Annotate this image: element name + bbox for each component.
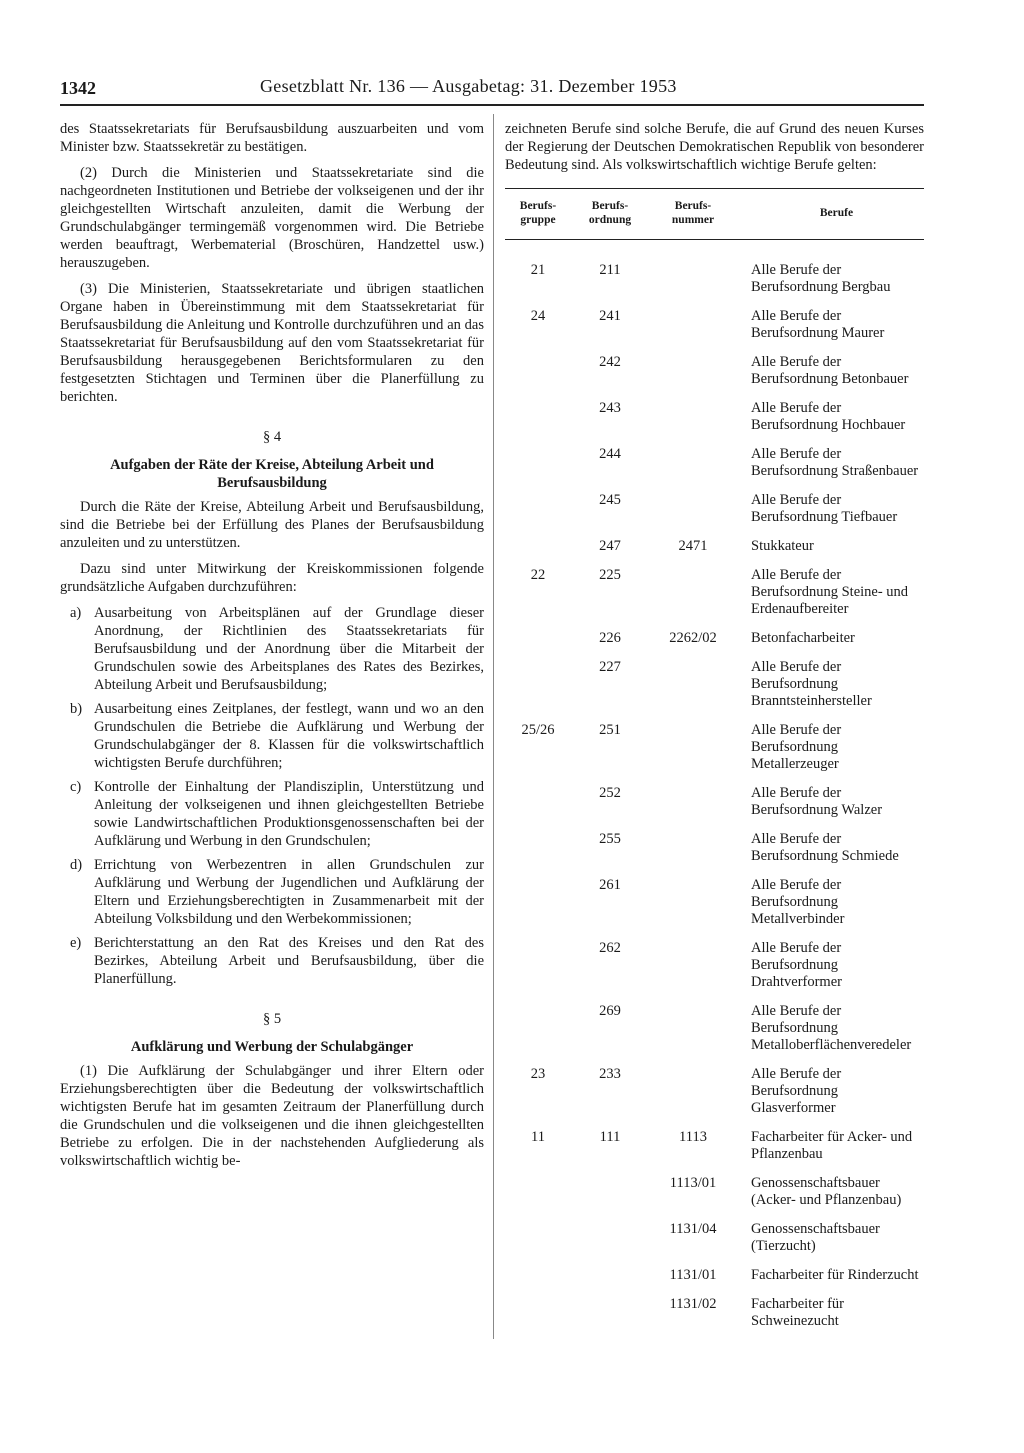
table-row xyxy=(505,785,924,831)
cell-berufsgruppe xyxy=(505,492,571,538)
list-item-label: d) xyxy=(70,857,83,873)
cell-berufe: Betonfacharbeiter xyxy=(751,630,855,646)
gazette-title: Gesetzblatt Nr. 136 — Ausgabetag: 31. Dezember 1953 xyxy=(260,76,677,96)
cell-berufsgruppe: 11 xyxy=(531,1129,545,1145)
cell-berufsordnung xyxy=(571,1296,649,1342)
cell-berufsgruppe xyxy=(505,940,571,1003)
list-item-label: c) xyxy=(70,779,82,795)
cell-berufsnummer xyxy=(649,722,737,785)
table-row xyxy=(505,538,924,567)
list-item xyxy=(60,778,484,850)
table-row xyxy=(505,492,924,538)
table-row xyxy=(505,354,924,400)
cell-berufe: Genossenschaftsbauer (Tierzucht) xyxy=(751,1221,880,1254)
cell-berufsgruppe xyxy=(505,538,571,567)
cell-berufe: Alle Berufe der Berufsordnung Glasverformer xyxy=(751,1066,842,1116)
table-row xyxy=(505,1175,924,1221)
cell-berufe: Facharbeiter für Rinderzucht xyxy=(751,1267,919,1283)
cell-berufsordnung: 247 xyxy=(599,538,621,554)
cell-berufe: Alle Berufe der Berufsordnung Walzer xyxy=(751,785,883,818)
cell-berufsgruppe xyxy=(505,630,571,659)
list-item-label: b) xyxy=(70,701,83,717)
cell-berufsordnung xyxy=(571,1267,649,1296)
cell-berufsgruppe xyxy=(505,785,571,831)
cell-berufe: Alle Berufe der Berufsordnung Metallverbinder xyxy=(751,877,845,927)
table-row xyxy=(505,308,924,354)
cell-berufsnummer xyxy=(649,1003,737,1066)
table-body xyxy=(505,240,924,1343)
cell-berufe: Facharbeiter für Schweinezucht xyxy=(751,1296,844,1329)
paragraph-continuation: zeichneten Berufe sind solche Berufe, die auf Grund des neuen Kurses der Regierung der Deutschen Demokratischen Republik von besonderer Bedeutung sind. Als volkswirtschaftlich wichtige Berufe gelten: xyxy=(505,121,924,173)
task-list xyxy=(60,604,484,988)
cell-berufsgruppe: 21 xyxy=(530,262,546,278)
table-row xyxy=(505,446,924,492)
cell-berufe: Alle Berufe der Berufsordnung Metallerzeuger xyxy=(751,722,842,772)
cell-berufsnummer xyxy=(649,1066,737,1129)
cell-berufsnummer xyxy=(649,940,737,1003)
cell-berufsnummer: 1113 xyxy=(679,1129,707,1145)
occupations-table xyxy=(505,188,924,1342)
cell-berufsordnung: 226 xyxy=(599,630,621,646)
cell-berufsnummer xyxy=(649,446,737,492)
cell-berufsgruppe xyxy=(505,1175,571,1221)
cell-berufe: Alle Berufe der Berufsordnung Betonbauer xyxy=(751,354,909,387)
cell-berufsordnung: 255 xyxy=(599,831,621,847)
cell-berufsgruppe: 23 xyxy=(530,1066,546,1082)
table-row xyxy=(505,940,924,1003)
section-4-number: § 4 xyxy=(262,429,282,445)
table-row xyxy=(505,1296,924,1342)
left-column xyxy=(60,120,484,1178)
header-berufsordnung-text: Berufs- ordnung xyxy=(588,200,632,226)
cell-berufe: Alle Berufe der Berufsordnung Branntsteinhersteller xyxy=(751,659,872,709)
cell-berufsnummer: 1131/01 xyxy=(669,1267,717,1283)
cell-berufe: Alle Berufe der Berufsordnung Schmiede xyxy=(751,831,899,864)
cell-berufsgruppe xyxy=(505,354,571,400)
cell-berufsordnung xyxy=(571,1221,649,1267)
cell-berufsnummer: 2471 xyxy=(678,538,708,554)
page-number: 1342 xyxy=(60,78,96,98)
cell-berufsnummer xyxy=(649,877,737,940)
cell-berufsgruppe: 22 xyxy=(530,567,546,583)
section-4-title: Aufgaben der Räte der Kreise, Abteilung Arbeit und Berufsausbildung xyxy=(110,457,434,491)
table-row xyxy=(505,630,924,659)
cell-berufe: Alle Berufe der Berufsordnung Steine- und Erdenaufbereiter xyxy=(751,567,909,617)
header-berufe-text: Berufe xyxy=(819,207,854,219)
cell-berufsordnung: 244 xyxy=(599,446,621,462)
cell-berufe: Alle Berufe der Berufsordnung Bergbau xyxy=(751,262,891,295)
cell-berufsordnung: 243 xyxy=(599,400,621,416)
table-row xyxy=(505,659,924,722)
header-berufsgruppe-text: Berufs- gruppe xyxy=(519,200,557,226)
cell-berufsgruppe: 24 xyxy=(530,308,546,324)
table-row xyxy=(505,1221,924,1267)
header-berufsgruppe xyxy=(505,189,571,240)
cell-berufsgruppe xyxy=(505,1003,571,1066)
cell-berufe: Alle Berufe der Berufsordnung Straßenbauer xyxy=(751,446,919,479)
cell-berufsordnung: 211 xyxy=(599,262,621,278)
cell-berufsgruppe xyxy=(505,1296,571,1342)
list-item xyxy=(60,700,484,772)
column-divider xyxy=(493,114,494,1339)
cell-berufsordnung: 225 xyxy=(599,567,621,583)
page-header xyxy=(60,76,924,106)
cell-berufsnummer: 1131/04 xyxy=(669,1221,717,1237)
cell-berufe: Facharbeiter für Acker- und Pflanzenbau xyxy=(751,1129,913,1162)
header-berufe xyxy=(737,189,924,240)
section-4-paragraph-1: Durch die Räte der Kreise, Abteilung Arbeit und Berufsausbildung, sind die Betriebe bei der Erfüllung des Planes der Berufsausbildung anzuleiten und zu unterstützen. xyxy=(60,499,484,551)
list-item-text: Ausarbeitung eines Zeitplanes, der festlegt, wann und wo an den Grundschulen die Betriebe die Aufklärung und Werbung der Grundschulabgänger der 8. Klassen für die volkswirtschaftlich wichtigsten Berufe durchführen; xyxy=(94,701,484,771)
cell-berufe: Alle Berufe der Berufsordnung Hochbauer xyxy=(751,400,906,433)
table-row xyxy=(505,1003,924,1066)
list-item xyxy=(60,856,484,928)
cell-berufsgruppe xyxy=(505,446,571,492)
table-row xyxy=(505,877,924,940)
section-5-number: § 5 xyxy=(262,1011,282,1027)
cell-berufsnummer xyxy=(649,240,737,309)
cell-berufsordnung xyxy=(571,1175,649,1221)
section-4-paragraph-2: Dazu sind unter Mitwirkung der Kreiskommissionen folgende grundsätzliche Aufgaben durchzuführen: xyxy=(60,561,484,595)
cell-berufe: Alle Berufe der Berufsordnung Drahtverformer xyxy=(751,940,842,990)
paragraph-2: (2) Durch die Ministerien und Staatssekretariate sind die nachgeordneten Institutionen und Betriebe der volkseigenen und der ihr gleichgestellten Wirtschaft anzuleiten, damit die Werbung der Grundschulabgänger termingemäß vorgenommen wird. Die Betriebe werden beauftragt, Werbematerial (Broschüren, Handzettel usw.) herauszugeben. xyxy=(60,165,484,271)
list-item-text: Ausarbeitung von Arbeitsplänen auf der Grundlage dieser Anordnung, der Richtlinien des Staatssekretariats für Berufsausbildung und der Anordnung über die Mitarbeit der Grundschulen sowie des Arbeitsplanes des Rates des Bezirkes, Abteilung Arbeit und Berufsausbildung; xyxy=(94,605,484,693)
list-item-text: Berichterstattung an den Rat des Kreises und den Rat des Bezirkes, Abteilung Arbeit und Berufsausbildung, über die Planerfüllung. xyxy=(94,935,484,987)
cell-berufsnummer xyxy=(649,308,737,354)
cell-berufsordnung: 227 xyxy=(599,659,621,675)
cell-berufsgruppe xyxy=(505,1221,571,1267)
table-row xyxy=(505,240,924,309)
cell-berufsnummer xyxy=(649,567,737,630)
table-row xyxy=(505,831,924,877)
cell-berufsnummer xyxy=(649,785,737,831)
table-header-row xyxy=(505,189,924,240)
paragraph-intro: des Staatssekretariats für Berufsausbildung auszuarbeiten und vom Minister bzw. Staatssekretär zu bestätigen. xyxy=(60,121,484,155)
cell-berufe: Alle Berufe der Berufsordnung Tiefbauer xyxy=(751,492,898,525)
list-item-text: Errichtung von Werbezentren in allen Grundschulen zur Aufklärung und Werbung der Jugendlichen und Aufklärung der Eltern und Erziehungsberechtigten in Zusammenarbeit mit der Abteilung Volksbildung und den Werbekommissionen; xyxy=(94,857,484,927)
section-5-paragraph-1: (1) Die Aufklärung der Schulabgänger und ihrer Eltern oder Erziehungsberechtigten über die Bedeutung der volkswirtschaftlich wichtigsten Berufe hat im gesamten Zeitraum der Planerfüllung durch die Grundschulen und die volkseigenen und die ihnen gleichgestellten Betriebe zu erfolgen. Die in der nachstehenden Aufgliederung als volkswirtschaftlich wichtig be- xyxy=(60,1063,484,1169)
right-column xyxy=(505,120,924,1342)
table-row xyxy=(505,1066,924,1129)
paragraph-3: (3) Die Ministerien, Staatssekretariate und übrigen staatlichen Organe haben in Übereinstimmung mit dem Staatssekretariat für Berufsausbildung die Anleitung und Kontrolle durchzuführen und an das Staatssekretariat für Berufsausbildung auf den vom Staatssekretariat für Berufsausbildung herausgegebenen Berichtsformularen zu den festgesetzten Stichtagen und Terminen über die Planerfüllung zu berichten. xyxy=(60,281,484,405)
cell-berufe: Genossenschaftsbauer (Acker- und Pflanzenbau) xyxy=(751,1175,902,1208)
list-item-label: a) xyxy=(70,605,82,621)
cell-berufsordnung: 111 xyxy=(599,1129,621,1145)
cell-berufsnummer xyxy=(649,659,737,722)
cell-berufsnummer: 1131/02 xyxy=(669,1296,717,1312)
cell-berufsnummer xyxy=(649,492,737,538)
cell-berufsordnung: 252 xyxy=(599,785,621,801)
cell-berufsnummer: 2262/02 xyxy=(669,630,717,646)
cell-berufe: Stukkateur xyxy=(751,538,814,554)
cell-berufsgruppe xyxy=(505,659,571,722)
header-berufsnummer xyxy=(649,189,737,240)
list-item xyxy=(60,604,484,694)
table-row xyxy=(505,567,924,630)
section-5-title: Aufklärung und Werbung der Schulabgänger xyxy=(130,1039,414,1055)
cell-berufsordnung: 245 xyxy=(599,492,621,508)
cell-berufsnummer xyxy=(649,831,737,877)
cell-berufsnummer: 1113/01 xyxy=(669,1175,717,1191)
cell-berufsgruppe xyxy=(505,1267,571,1296)
table-row xyxy=(505,1129,924,1175)
list-item-text: Kontrolle der Einhaltung der Plandisziplin, Unterstützung und Anleitung der volkseigenen und ihnen gleichgestellten Betriebe sowie Landwirtschaftlichen Produktionsgenossenschaften bei der Aufklärung und Werbung in den Grundschulen; xyxy=(94,779,484,849)
cell-berufsordnung: 262 xyxy=(599,940,621,956)
cell-berufsgruppe xyxy=(505,877,571,940)
cell-berufsnummer xyxy=(649,400,737,446)
cell-berufsordnung: 242 xyxy=(599,354,621,370)
cell-berufsgruppe xyxy=(505,831,571,877)
cell-berufsnummer xyxy=(649,354,737,400)
cell-berufsgruppe xyxy=(505,400,571,446)
table-row xyxy=(505,1267,924,1296)
list-item xyxy=(60,934,484,988)
cell-berufe: Alle Berufe der Berufsordnung Metalloberflächenveredeler xyxy=(751,1003,912,1053)
cell-berufsgruppe: 25/26 xyxy=(521,722,555,738)
table-row xyxy=(505,722,924,785)
cell-berufsordnung: 261 xyxy=(599,877,621,893)
cell-berufsordnung: 251 xyxy=(599,722,621,738)
list-item-label: e) xyxy=(70,935,82,951)
cell-berufsordnung: 269 xyxy=(599,1003,621,1019)
cell-berufsordnung: 241 xyxy=(599,308,621,324)
header-berufsordnung xyxy=(571,189,649,240)
cell-berufe: Alle Berufe der Berufsordnung Maurer xyxy=(751,308,885,341)
table-row xyxy=(505,400,924,446)
header-berufsnummer-text: Berufs- nummer xyxy=(671,200,715,226)
cell-berufsordnung: 233 xyxy=(599,1066,621,1082)
